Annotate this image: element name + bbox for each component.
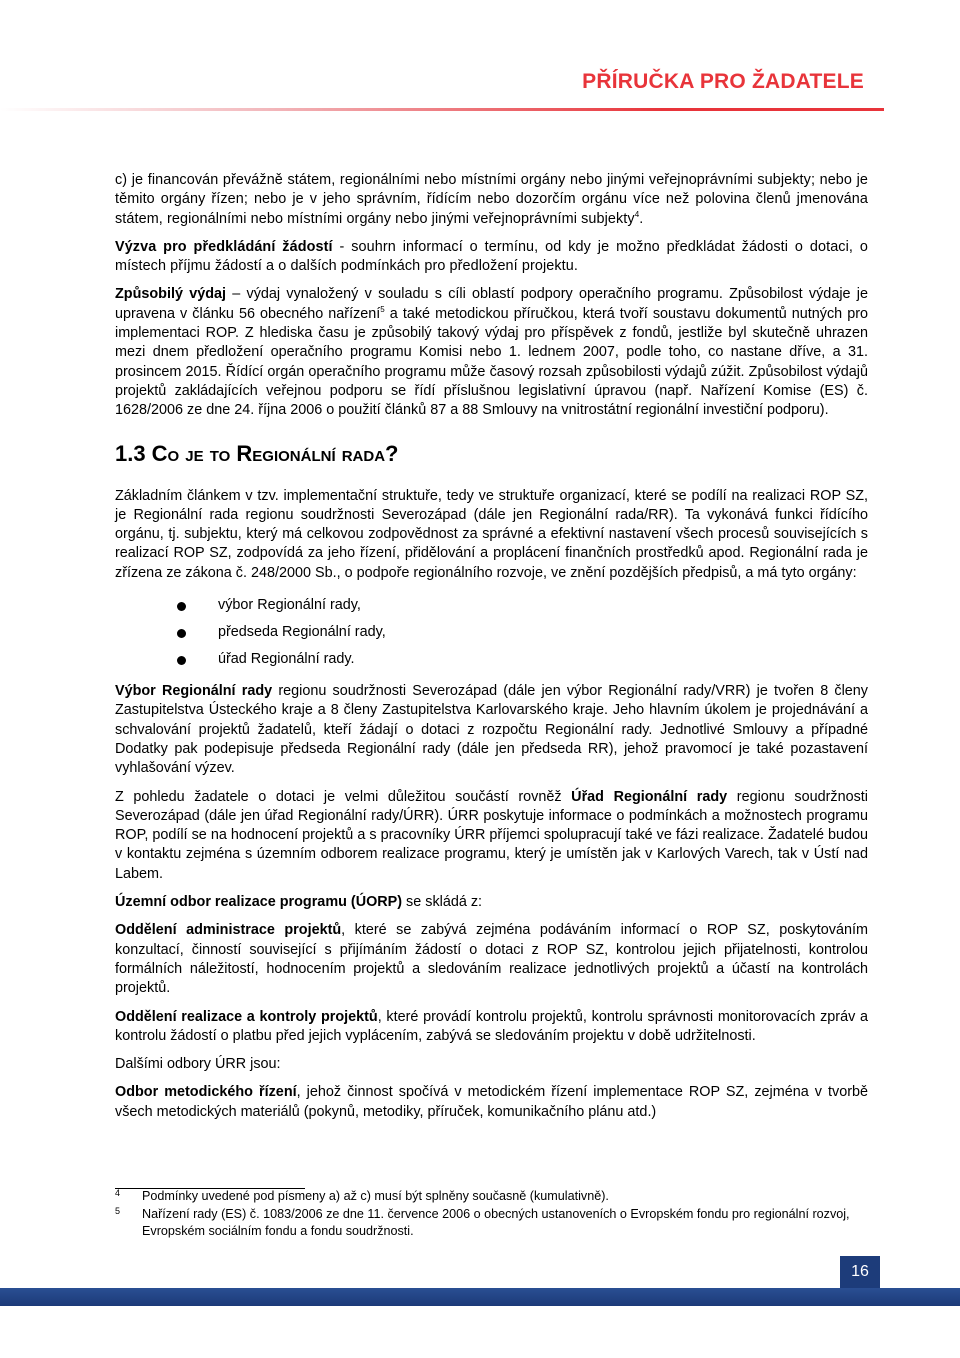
- footer-bar: [0, 1288, 960, 1306]
- paragraph-urad: Z pohledu žadatele o dotaci je velmi důležitou součástí rovněž Úřad Regionální rady regionu soudržnosti Severozápad (dále jen úřad Regionální rady/ÚRR). ÚRR poskytuje informace o podmínkách a možnostech programu ROP, podílí se na hodnocení projektů a s pracovníky ÚRR příjemci spolupracují také ve fázi realizace. Žadatelé budou v kontaktu zejména s územním odborem realizace programu, který je umístěn jak v Karlových Varech, tak v Ústí nad Labem.: [115, 788, 868, 882]
- term-uzemni-odbor: Územní odbor realizace programu (ÚORP): [115, 894, 403, 911]
- header-rule: [0, 108, 884, 111]
- paragraph-zpusobily-vydaj: Způsobilý výdaj – výdaj vynaložený v souladu s cíli oblastí podpory operačního programu. Způsobilost výdaje je upravena v článku 56 obecného nařízení$^5$ a také metodickou příručkou, která tvoří soustavu dokumentů nutných pro implementaci ROP. Z hlediska času je způsobilý takový výdaj pro příspěvek z fondů, jestliže byl skutečně uhrazen mezi dnem předložení operačního programu Komisi nebo 1. lednem 2007, podle toho, co nastane dříve, a 31. prosincem 2015. Řídící orgán operačního programu může časový rozsah způsobilosti výdajů zúžit. Způsobilost výdajů projektů zakládajících veřejnou podporu se řídí příslušnou legislativní úpravou (např. Nařízení Komise (ES) č. 1628/2006 ze dne 24. října 2006 o použití článků 87 a 88 Smlouvy na vnitrostátní regionální investiční podporu).: [115, 286, 868, 419]
- page-content: [115, 171, 868, 1131]
- term-urad: Úřad Regionální rady: [571, 788, 728, 805]
- footnote-4: 4 Podmínky uvedené pod písmeny a) až c) musí být splněny současně (kumulativně).: [115, 1188, 609, 1203]
- paragraph-vybor: Výbor Regionální rady regionu soudržnosti Severozápad (dále jen výbor Regionální rady/VRR) je tvořen 8 členy Zastupitelstva Ústeckého kraje a 8 členy Zastupitelstva Karlovarského kraje. Jeho hlavním úkolem je projednávání a schvalování projektů žadatelů, kteří žádají o dotaci z rozpočtu Regionální rady. Jednotlivé Smlouvy a případné Dodatky pak podepisuje předseda Regionální rady (dále jen předseda RR), jehož pravomocí je také pozastavení vyhlašování výzev.: [115, 683, 868, 777]
- paragraph-uzemni-odbor: Územní odbor realizace programu (ÚORP) se skládá z:: [115, 894, 483, 911]
- term-vyzva: Výzva pro předkládání žádostí: [115, 238, 333, 255]
- paragraph-item-c: c) je financován převážně státem, regionálními nebo místními orgány nebo jinými veřejnoprávními subjekty; nebo je těmito orgány řízen; nebo je v jeho správním, řídícím nebo dozorčím orgánu více než polovina členů jmenována státem, regionálními nebo místními orgány nebo jinými veřejnoprávními subjekty$^4$.: [115, 172, 868, 227]
- term-vybor: Výbor Regionální rady: [115, 683, 273, 700]
- list-item: předseda Regionální rady,: [115, 619, 868, 646]
- bullet-icon: [177, 629, 186, 638]
- paragraph-intro: Základním článkem v tzv. implementační struktuře, tedy ve struktuře organizací, které se podílí na realizaci ROP SZ, je Regionální rada regionu soudržnosti Severozápad (dále jen Regionální rada/RR). Ta vykonává funkci řídícího orgánu, tj. subjektu, který má celkovou zodpovědnost za správné a efektivní nastavení všech procesů souvisejících s realizací ROP SZ, zodpovídá za jeho řízení, přidělování a proplácení finančních prostředků apod. Regionální rada je zřízena ze zákona č. 248/2000 Sb., o podpoře regionálního rozvoje, ve znění pozdějších předpisů, a má tyto orgány:: [115, 487, 868, 581]
- paragraph-oddeleni-administrace: Oddělení administrace projektů, které se zabývá zejména podáváním informací o ROP SZ, poskytováním konzultací, činností související s přijímáním žádostí o dotaci z ROP SZ, kontrolou jejich přijatelnosti, kontrolou formálních náležitostí, hodnocením projektů a sledováním realizace jednotlivých projektů a účastí na kontrolách projektů.: [115, 922, 868, 997]
- list-item: úřad Regionální rady.: [115, 646, 868, 673]
- section-number: 1.3: [115, 440, 146, 466]
- term-zpusobily-vydaj: Způsobilý výdaj: [115, 286, 227, 303]
- page-number: 16: [840, 1256, 880, 1288]
- section-title: Co je to Regionální rada?: [151, 440, 399, 466]
- term-oddeleni-administrace: Oddělení administrace projektů: [115, 922, 342, 939]
- term-oddeleni-kontroly: Oddělení realizace a kontroly projektů: [115, 1008, 378, 1025]
- section-heading: [115, 441, 868, 467]
- term-metodicky-odbor: Odbor metodického řízení: [115, 1084, 297, 1101]
- list-item: výbor Regionální rady,: [115, 592, 868, 619]
- footnotes: [115, 1188, 868, 1241]
- bullet-icon: [177, 602, 186, 611]
- footnote-ref-4[interactable]: 4: [634, 209, 640, 219]
- footnote-5: 5 Nařízení rady (ES) č. 1083/2006 ze dne 11. července 2006 o obecných ustanoveních o Evropském fondu pro regionální rozvoj, Evropském sociálním fondu a fondu soudržnosti.: [115, 1206, 850, 1238]
- footnote-ref-5[interactable]: 5: [380, 304, 385, 314]
- paragraph-oddeleni-kontroly: Oddělení realizace a kontroly projektů, které provádí kontrolu projektů, kontrolu správnosti monitorovacích zpráv a kontrolu žádostí o platbu před jejich vyplácením, zabývá se sledováním projektu v době udržitelnosti.: [115, 1008, 868, 1044]
- bullet-icon: [177, 656, 186, 665]
- header-title: PŘÍRUČKA PRO ŽADATELE: [582, 70, 864, 93]
- paragraph-dalsi-odbory: Dalšími odbory ÚRR jsou:: [115, 1056, 281, 1073]
- paragraph-vyzva: Výzva pro předkládání žádostí - souhrn informací o termínu, od kdy je možno předkládat žádosti o dotaci, o místech příjmu žádostí a o dalších podmínkách pro předložení projektu.: [115, 238, 868, 275]
- organs-list: [115, 592, 868, 673]
- paragraph-metodicky-odbor: Odbor metodického řízení, jehož činnost spočívá v metodickém řízení implementace ROP SZ, zejména v tvorbě všech metodických materiálů (pokynů, metodiky, příruček, komunikačního plánu atd.): [115, 1084, 868, 1120]
